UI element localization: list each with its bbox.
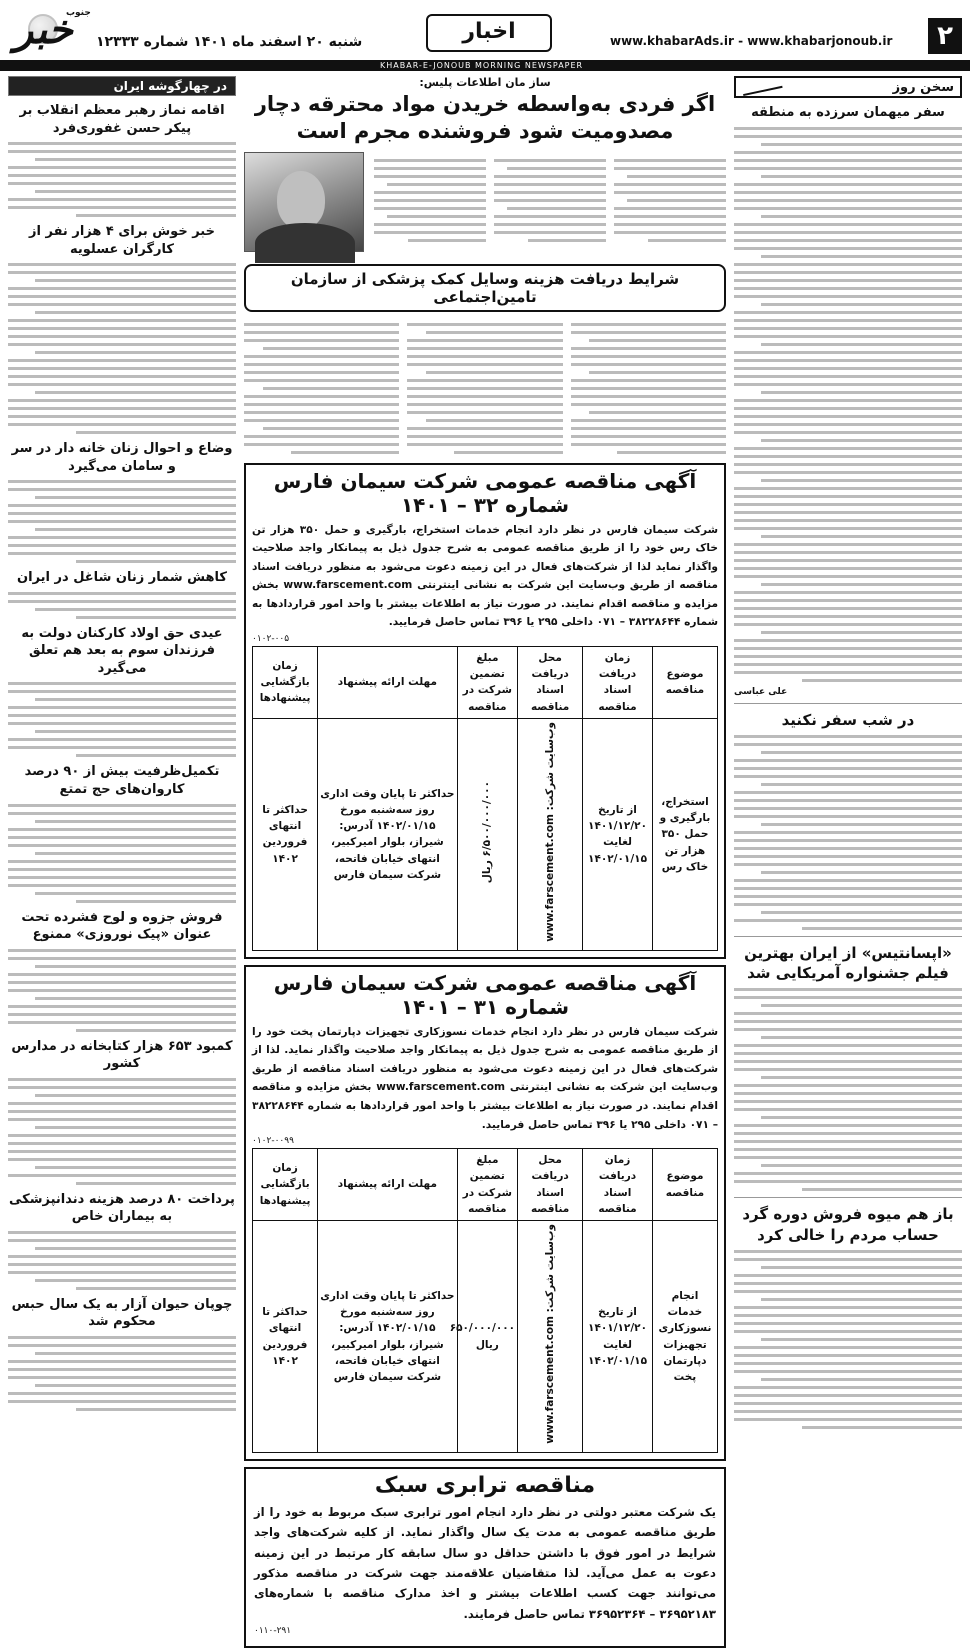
divider [734,936,962,937]
tender-ad-text: شرکت سیمان فارس در نظر دارد انجام خدمات استخراج، بارگیری و حمل ۳۵۰ هزار تن خاک رس خود را از طریق مناقصه عمومی به شرح جدول ذیل به پیمانکار واجد صلاحیت واگذار نماید لذا از شرکت‌های فعال در این زمینه دعوت می‌شود به منظور دریافت اسناد مناقصه از طریق وب‌سایت این شرکت به نشانی اینترنتی www.farscement.com بخش مزایده و مناقصه اقدام نمایند. در صورت نیاز به اطلاعات بیشتر با واحد امور قراردادها به شماره ۳۸۲۲۸۶۴۴ – ۰۷۱ داخلی ۲۹۵ یا ۳۹۶ تماس حاصل فرمایید. [252,523,718,629]
tender-ad-title: مناقصه ترابری سبک [374,1473,596,1499]
tender-ad-title: آگهی مناقصه عمومی شرکت سیمان فارس شماره ۳۲ – ۱۴۰۱ [273,468,697,517]
tender-deadline: حداکثر تا پایان وقت اداری روز سه‌شنبه مورخ ۱۴۰۲/۰۱/۱۵ آدرس: شیراز، بلوار امیرکبیر، انتهای خیابان فاتحه، شرکت سیمان فارس [318,1221,458,1453]
insurance-story-title[interactable]: شرایط دریافت هزینه وسایل کمک پزشکی از سازمان تامین‌اجتماعی [244,264,726,312]
page-number: ۲ [928,18,962,54]
story-title[interactable]: باز هم میوه فروش دوره گرد حساب مردم را خالی کرد [742,1205,954,1244]
story-title[interactable]: وضاع و احوال زنان خانه دار در سر و سامان می‌گیرد [11,441,233,474]
tender-doc-time: از تاریخ ۱۴۰۱/۱۲/۲۰ لغایت ۱۴۰۲/۰۱/۱۵ [583,718,653,950]
tender-ad-code: ۰۱۰۲-۰۰۵ [252,633,290,644]
divider [734,1197,962,1198]
table-header: زمان بازگشایی پیشنهادها [253,1149,318,1221]
story-body [734,1250,962,1429]
table-header: مبلغ تضمین شرکت در مناقصه [457,1149,517,1221]
newspaper-logo[interactable] [8,6,91,56]
tender-subject: استخراج، بارگیری و حمل ۳۵۰ هزار تن خاک رس [652,718,717,950]
story-title[interactable]: تکمیل‌ظرفیت بیش از ۹۰ درصد کاروان‌های حج تمتع [24,764,220,798]
table-header: موضوع مناقصه [652,1149,717,1221]
section-header: در چهارگوشه ایران [8,76,236,96]
tender-ad-code: ۰۱۱۰-۲۹۱ [254,1625,292,1636]
tender-ad-text: شرکت سیمان فارس در نظر دارد انجام خدمات نسوزکاری تجهیزات دپارتمان پخت خود را از طریق مناقصه عمومی به شرح جدول ذیل به پیمانکار واجد صلاحیت واگذار نماید. لذا از شرکت‌های فعال در این زمینه دعوت می‌شود به منظور دریافت اسناد مناقصه از طریق وب‌سایت این شرکت به نشانی اینترنتی www.farscement.com بخش مزایده و مناقصه اقدام نمایند. در صورت نیاز به اطلاعات بیشتر با واحد امور قراردادها به شماره ۳۸۲۲۸۶۴۴ – ۰۷۱ داخلی ۲۹۵ یا ۳۹۶ تماس حاصل فرمایید. [252,1025,718,1131]
table-header: زمان دریافت اسناد مناقصه [583,646,653,718]
tender-ad-31 [244,965,726,1461]
opinion-label: سخن روز [892,79,954,95]
story-title[interactable]: پرداخت ۸۰ درصد هزینه دندانپزشکی به بیماران خاص [9,1191,235,1225]
table-header: مبلغ تضمین شرکت در مناقصه [457,646,517,718]
table-header: محل دریافت اسناد مناقصه [518,1149,583,1221]
opinion-body [734,127,962,682]
tender-ad-32 [244,463,726,959]
story-title[interactable]: کاهش شمار زنان شاغل در ایران [17,570,227,586]
tender-deadline: حداکثر تا پایان وقت اداری روز سه‌شنبه مورخ ۱۴۰۲/۰۱/۱۵ آدرس: شیراز، بلوار امیرکبیر، انتهای خیابان فاتحه، شرکت سیمان فارس [318,718,458,950]
table-header: زمان بازگشایی پیشنهادها [253,646,318,718]
police-official-photo [244,152,364,252]
logo-sub: جنوب [66,8,91,18]
table-header: زمان دریافت اسناد مناقصه [583,1149,653,1221]
section-title: اخبار [426,14,552,52]
story-title[interactable]: اقامه نماز رهبر معظم انقلاب بر پیکر حسن غفوری‌فرد [19,103,225,136]
story-title[interactable]: کمبود ۶۵۳ هزار کتابخانه در مدارس کشور [11,1038,233,1072]
divider [734,703,962,704]
tender-ad-code: ۰۱۰۲-۰۰۹۹ [252,1136,294,1147]
english-name: KHABAR-E-JONOUB MORNING NEWSPAPER [380,61,584,70]
insurance-story-body [244,318,726,459]
tender-opening: حداکثر تا انتهای فروردین ۱۴۰۲ [253,1221,318,1453]
tender-subject: انجام خدمات نسوزکاری تجهیزات دپارتمان پخت [652,1221,717,1453]
left-column [8,76,236,1426]
table-row [253,718,718,950]
tender-opening: حداکثر تا انتهای فروردین ۱۴۰۲ [253,718,318,950]
masthead [0,0,970,60]
story-title[interactable]: فروش جزوه و لوح فشرده تحت عنوان «پیک نوروزی» ممنوع [21,909,223,943]
table-header: مهلت ارائه پیشنهاد [318,1149,458,1221]
tender-ad-title: آگهی مناقصه عمومی شرکت سیمان فارس شماره ۳۱ – ۱۴۰۱ [273,970,697,1019]
story-title[interactable]: در شب سفر نکنید [781,710,915,729]
table-header: محل دریافت اسناد مناقصه [518,646,583,718]
story-title[interactable]: عیدی حق اولاد کارکنان دولت به فرزندان سوم به بعد هم تعلق می‌گیرد [21,625,223,676]
opinion-title[interactable]: سفر میهمان سرزده به منطقه [751,105,945,120]
story-title[interactable]: خبر خوش برای ۴ هزار نفر از کارگران عسلویه [29,224,215,257]
logo-word: خبر [14,6,73,53]
lead-body [374,152,726,252]
tender-ad-text: یک شرکت معتبر دولتی در نظر دارد انجام امور ترابری سبک مربوط به خود را از طریق مناقصه عمومی به مدت یک سال واگذار نماید. از کلیه شرکت‌های واجد شرایط در امور فوق با داشتن حداقل دو سال سابقه کار مرتبط در این زمینه دعوت به عمل می‌آید. لذا متقاضیان علاقه‌مند جهت شرکت در مناقصه مذکور می‌توانند جهت کسب اطلاعات بیشتر و اخذ مدارک مناقصه با شماره‌های ۳۶۹۵۲۱۸۳ – ۳۶۹۵۲۳۶۴ تماس حاصل فرمایند. [254,1505,716,1621]
website-urls[interactable]: www.khabarAds.ir - www.khabarjonoub.ir [610,34,893,48]
tender-guarantee: ۶/۵۰۰/۰۰۰/۰۰۰ ریال [457,718,517,950]
table-row [253,1221,718,1453]
middle-column [244,76,726,1636]
tender-guarantee: ۶۵۰/۰۰۰/۰۰۰ ریال [457,1221,517,1453]
story-body [734,988,962,1191]
table-header: مهلت ارائه پیشنهاد [318,646,458,718]
issue-dateline: شنبه ۲۰ اسفند ماه ۱۴۰۱ شماره ۱۲۳۳۳ [96,34,363,50]
tender-doc-place[interactable]: وب‌سایت شرکت: www.farscement.com [518,1221,583,1453]
lead-headline[interactable]: اگر فردی به‌واسطه خریدن مواد محترقه دچار مصدومیت شود فروشنده مجرم است [254,92,716,144]
lead-story [244,152,726,260]
transport-tender-ad [244,1467,726,1648]
pen-icon [741,78,782,96]
story-title[interactable]: «اپسانتیس» از ایران بهترین فیلم جشنواره آمریکایی شد [744,943,952,983]
table-header: موضوع مناقصه [652,646,717,718]
tender-table [252,1148,718,1453]
opinion-author: علی عباسی [734,686,788,697]
right-column [734,76,962,1426]
story-title[interactable]: چوپان حیوان آزار به یک سال حبس محکوم شد [11,1296,233,1330]
story-body [734,735,962,930]
header-rule [0,60,970,71]
tender-table [252,646,718,951]
lead-kicker: ساز مان اطلاعات پلیس: [419,76,551,89]
tender-doc-time: از تاریخ ۱۴۰۱/۱۲/۲۰ لغایت ۱۴۰۲/۰۱/۱۵ [583,1221,653,1453]
opinion-header [734,76,962,98]
tender-doc-place[interactable]: وب‌سایت شرکت: www.farscement.com [518,718,583,950]
